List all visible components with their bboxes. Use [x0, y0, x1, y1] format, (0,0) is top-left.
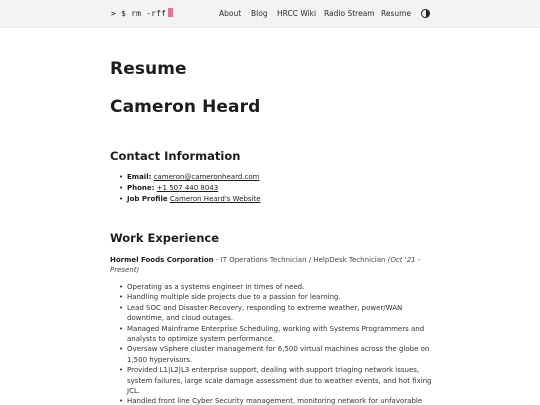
work-experience-heading: Work Experience: [110, 231, 220, 245]
list-item: • Managed Mainframe Enterprise Scheduling, working with Systems Programmers and analysts to optimize system performance.: [110, 324, 432, 345]
site-logo[interactable]: > $ rm -rff: [111, 8, 173, 18]
nav-blog-link[interactable]: Blog: [251, 9, 268, 18]
phone-link[interactable]: +1 507 440 8043: [156, 184, 219, 192]
email-link[interactable]: cameron@cameronheard.com: [153, 173, 260, 181]
top-navigation-bar: [0, 0, 540, 28]
page-title: Resume: [110, 59, 187, 79]
job-dates: (Oct '21 - Present): [110, 256, 421, 274]
nav-resume-link[interactable]: Resume: [381, 9, 412, 18]
company-name: Hormel Foods Corporation: [110, 256, 214, 264]
list-item: • Oversaw vSphere cluster management for 6,500 virtual machines across the globe on 1,500 hypervisors.: [110, 344, 432, 365]
list-item: • Operating as a systems engineer in times of need.: [110, 282, 432, 292]
list-item: • Lead SOC and Disaster Recovery, responding to extreme weather, power/WAN downtime, and cloud outages.: [110, 303, 432, 324]
blinking-cursor-icon: [168, 8, 173, 17]
contact-list: [110, 172, 261, 205]
list-item: • Provided L1|L2|L3 enterprise support, dealing with support triaging network issues, system failures, large scale damage assessment due to weather events, and hot fixing JCL.: [110, 365, 432, 396]
contact-phone-item: • Phone: +1 507 440 8043: [110, 183, 261, 194]
job-role: IT Operations Technician / HelpDesk Technician: [220, 256, 386, 264]
nav-hrcc-wiki-link[interactable]: HRCC Wiki: [277, 9, 317, 18]
job-header: Hormel Foods Corporation - IT Operations Technician / HelpDesk Technician (Oct '21 - Present): [110, 256, 421, 274]
contact-heading: Contact Information: [110, 149, 241, 163]
list-item: • Handled front line Cyber Security management, monitoring network for unfavorable: [110, 396, 432, 405]
name-heading: Cameron Heard: [110, 97, 261, 117]
list-item: • Handling multiple side projects due to a passion for learning.: [110, 292, 432, 302]
profile-link[interactable]: Cameron Heard's Website: [169, 195, 261, 203]
duty-list: [110, 282, 432, 405]
nav-radio-stream-link[interactable]: Radio Stream: [324, 9, 375, 18]
nav-about-link[interactable]: About: [219, 9, 242, 18]
theme-toggle-icon[interactable]: [421, 9, 430, 18]
contact-profile-item: • Job Profile Cameron Heard's Website: [110, 194, 261, 205]
contact-email-item: • Email: cameron@cameronheard.com: [110, 172, 261, 183]
